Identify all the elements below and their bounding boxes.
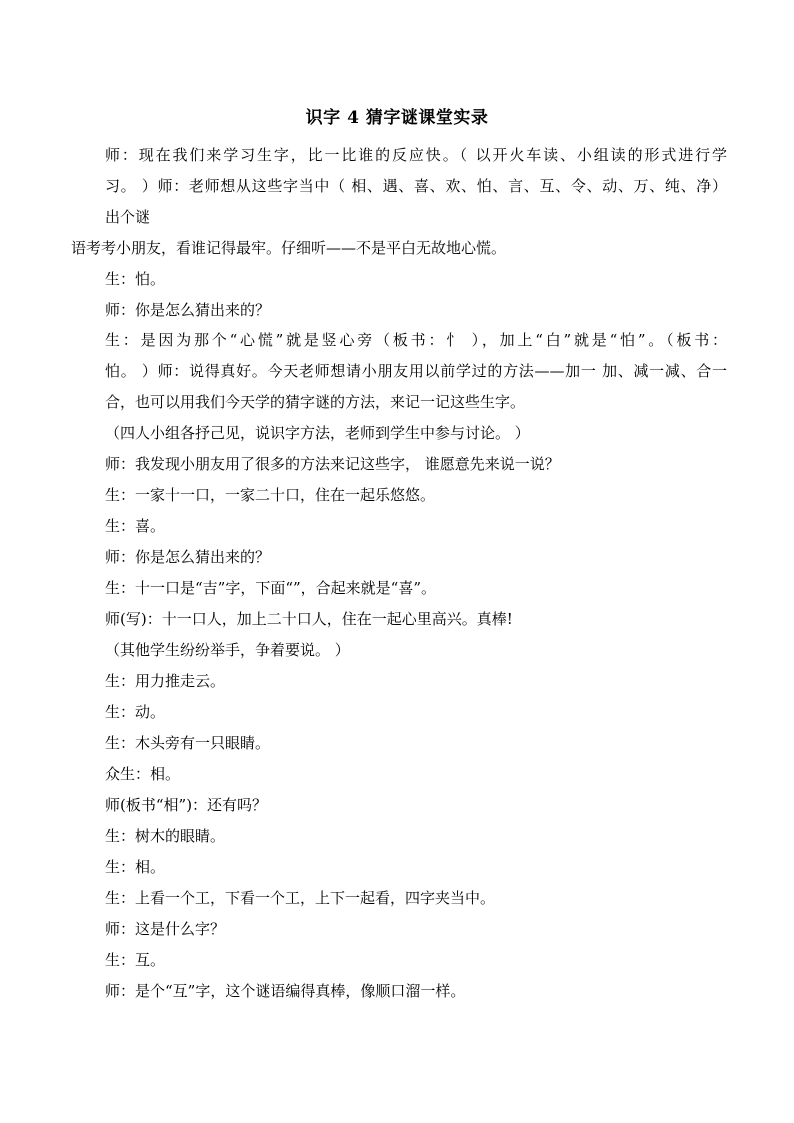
text-line: 生：怕。 bbox=[105, 270, 166, 288]
text-line: 语考考小朋友，看谁记得最牢。仔细听——不是平白无故地心慌。 bbox=[71, 239, 507, 257]
text-line: 生：互。 bbox=[105, 951, 166, 969]
text-line: 生：动。 bbox=[105, 703, 166, 721]
text-line: 师：现在我们来学习生字，比一比谁的反应快。（ 以开火车读、小组读的形式进行学 bbox=[105, 146, 727, 164]
text-line: 师：是个“互”字，这个谜语编得真棒，像顺口溜一样。 bbox=[105, 982, 466, 1000]
text-line: 怕。 ）师：说得真好。今天老师想请小朋友用以前学过的方法——加一 加、减一减、合一 bbox=[105, 362, 727, 380]
text-line: 师：你是怎么猜出来的？ bbox=[105, 301, 271, 319]
text-line: 生：用力推走云。 bbox=[105, 672, 226, 690]
text-line: 师(写)：十一口人，加上二十口人，住在一起心里高兴。真棒! bbox=[105, 610, 513, 628]
text-line: （四人小组各抒己见，说识字方法，老师到学生中参与讨论。 ） bbox=[105, 424, 530, 442]
text-line: 生：是因为那个“心慌”就是竖心旁（板书：忄 ），加上“白”就是“怕”。（板书： bbox=[105, 331, 727, 349]
text-line: 师(板书“相”)：还有吗？ bbox=[105, 796, 268, 814]
text-line: 师：你是怎么猜出来的？ bbox=[105, 548, 271, 566]
text-line: 生：树木的眼睛。 bbox=[105, 827, 226, 845]
text-line: 生：木头旁有一只眼睛。 bbox=[105, 734, 271, 752]
text-line: 生：十一口是“吉”字，下面“”，合起来就是“喜”。 bbox=[105, 579, 437, 597]
document-title: 识字 4 猜字谜课堂实录 bbox=[305, 108, 489, 128]
text-line: 生：相。 bbox=[105, 858, 166, 876]
text-line: 生：上看一个工，下看一个工，上下一起看，四字夹当中。 bbox=[105, 889, 496, 907]
text-line: 出个谜 bbox=[105, 208, 151, 226]
text-line: 众生：相。 bbox=[105, 765, 181, 783]
text-line: 合，也可以用我们今天学的猜字谜的方法，来记一记这些生字。 bbox=[105, 393, 526, 411]
text-line: （其他学生纷纷举手，争着要说。 ） bbox=[105, 641, 350, 659]
text-line: 生：一家十一口，一家二十口，住在一起乐悠悠。 bbox=[105, 486, 436, 504]
text-line: 生：喜。 bbox=[105, 517, 166, 535]
text-line: 师：这是什么字？ bbox=[105, 920, 226, 938]
text-line: 师：我发现小朋友用了很多的方法来记这些字， 谁愿意先来说一说？ bbox=[105, 455, 560, 473]
text-line: 习。 ）师：老师想从这些字当中（ 相、遇、喜、欢、怕、言、互、令、动、万、纯、净） bbox=[105, 177, 727, 195]
